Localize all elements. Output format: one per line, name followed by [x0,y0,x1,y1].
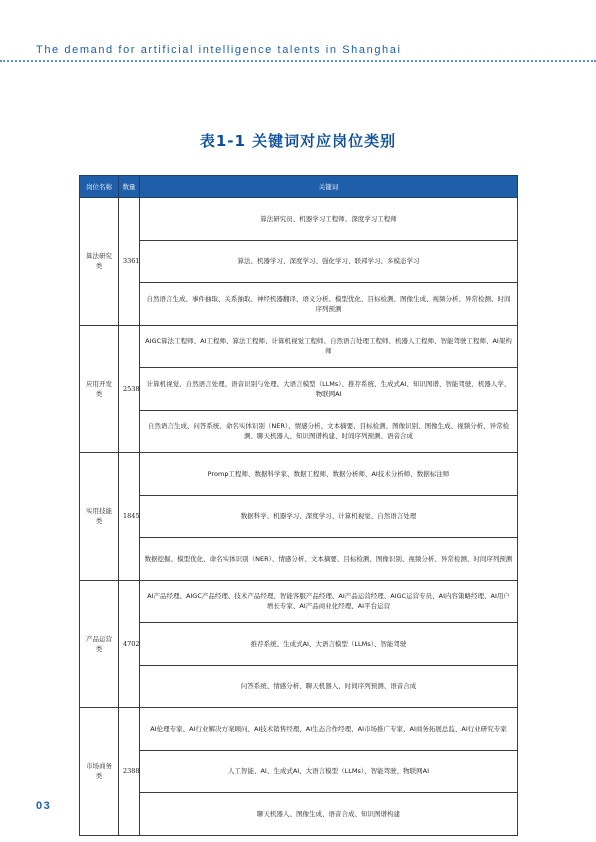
keyword-cell: Promp工程师、数据科学家、数据工程师、数据分析师、AI技术分析师、数据标注师 [140,453,518,496]
category-cell: 算法研究类 [80,198,119,326]
keyword-cell: 人工智能、AI、生成式AI、大语言模型（LLMs）、智能驾驶、物联网AI [140,750,518,793]
keyword-cell: 算法研究员、机器学习工程师、深度学习工程师 [140,198,518,241]
count-cell: 2538 [119,325,140,453]
table-row [80,368,518,411]
table-row [80,198,518,241]
count-cell: 1845 [119,453,140,581]
keyword-cell: 数据科学、机器学习、深度学习、计算机视觉、自然语言处理 [140,495,518,538]
keyword-cell: AI产品经理、AIGC产品经理、技术产品经理、智能客服产品经理、AI产品运营经理、AIGC运营专员、AI内容策略经理、AI用户增长专家、AI产品商业化经理、AI平台运营 [140,580,518,623]
keyword-cell: 数据挖掘、模型优化、命名实体识别（NER）、情感分析、文本摘要、目标检测、图像识别、视频分析、异常检测、时间序列预测 [140,538,518,581]
table-row [80,453,518,496]
keyword-cell: 计算机视觉、自然语言处理、语音识别与处理、大语言模型（LLMs）、推荐系统、生成式AI、知识图谱、智能驾驶、机器人学、物联网AI [140,368,518,411]
count-cell: 4702 [119,580,140,708]
category-cell: 实用技能类 [80,453,119,581]
table-row [80,240,518,283]
table-row [80,665,518,708]
keyword-cell: 自然语言生成、事件抽取、关系抽取、神经机器翻译、语义分析、模型优化、目标检测、图像生成、视频分析、异常检测、时间序列预测 [140,283,518,326]
keyword-cell: 推荐系统、生成式AI、大语言模型（LLMs）、智能驾驶 [140,623,518,666]
category-cell: 产品运营类 [80,580,119,708]
count-cell: 2388 [119,708,140,836]
header-keywords: 关键词 [140,176,518,198]
table-row [80,750,518,793]
table-row [80,708,518,751]
keyword-cell: AI伦理专家、AI行业解决方案顾问、AI技术销售经理、AI生态合作经理、AI市场推广专家、AI商务拓展总监、AI行业研究专家 [140,708,518,751]
count-cell: 3361 [119,198,140,326]
table-row [80,538,518,581]
header-job-name: 岗位名称 [80,176,119,198]
table-row [80,580,518,623]
table-row [80,623,518,666]
header-dotted-divider [0,60,596,62]
running-header: The demand for artificial intelligence talents in Shanghai [36,44,402,56]
table-row [80,410,518,453]
category-cell: 应用开发类 [80,325,119,453]
table-row [80,325,518,368]
table-row [80,283,518,326]
page-number: 03 [36,800,52,812]
header-count: 数量 [119,176,140,198]
table-row [80,495,518,538]
keyword-cell: 问答系统、情感分析、聊天机器人、时间序列预测、语音合成 [140,665,518,708]
keyword-table [79,175,518,836]
keyword-cell: 自然语言生成、问答系统、命名实体识别（NER）、情感分析、文本摘要、目标检测、图像识别、图像生成、视频分析、异常检测、聊天机器人、知识图谱构建、时间序列预测、语音合成 [140,410,518,453]
table-header-row [80,176,518,198]
category-cell: 市场商务类 [80,708,119,836]
table-title: 表1-1 关键词对应岗位类别 [199,132,397,150]
keyword-cell: AIGC算法工程师、AI工程师、算法工程师、计算机视觉工程师、自然语言处理工程师、机器人工程师、智能驾驶工程师、AI架构师 [140,325,518,368]
table-row [80,793,518,836]
keyword-cell: 算法、机器学习、深度学习、强化学习、联邦学习、多模态学习 [140,240,518,283]
keyword-cell: 聊天机器人、图像生成、语音合成、知识图谱构建 [140,793,518,836]
